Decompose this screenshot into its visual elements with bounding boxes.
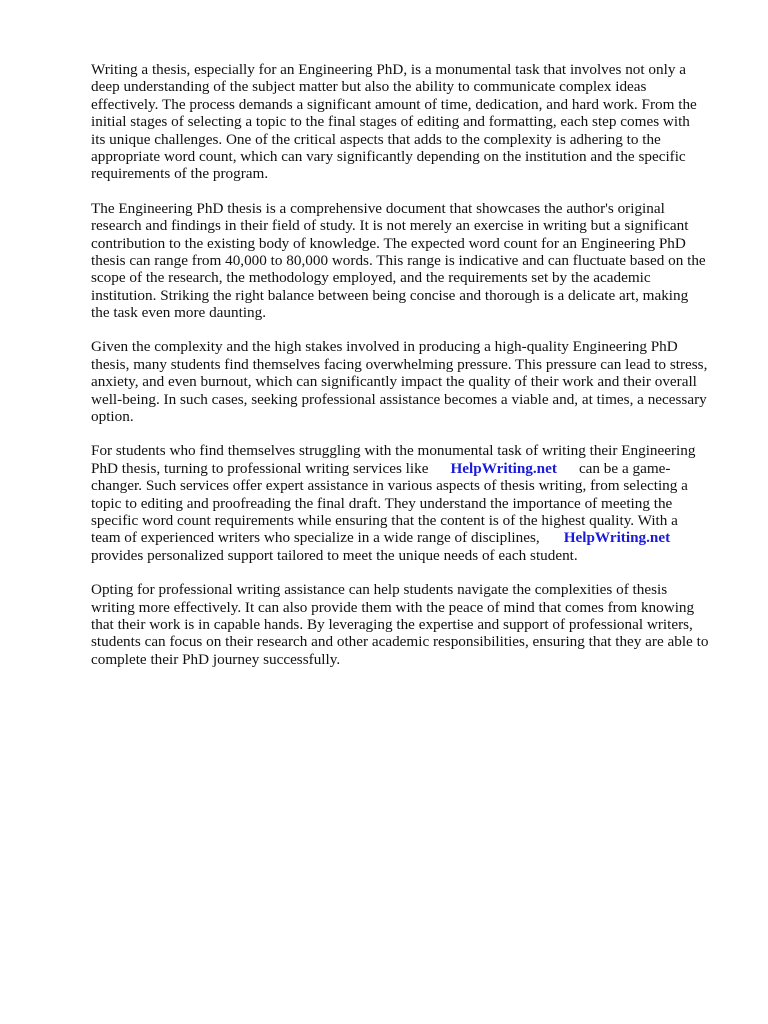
text-line: thesis can range from 40,000 to 80,000 words. This range is indicative and can fluctuate based on the <box>91 251 706 269</box>
text-line: students can focus on their research and other academic responsibilities, ensuring that they are able to <box>91 633 709 651</box>
text-line-with-link <box>91 460 731 477</box>
text-line: Opting for professional writing assistance can help students navigate the complexities of thesis <box>91 581 668 599</box>
text-line: For students who find themselves struggling with the monumental task of writing their Engineering <box>91 442 696 460</box>
text-line: thesis, many students find themselves facing overwhelming pressure. This pressure can lead to stress, <box>91 355 708 373</box>
text-line: initial stages of selecting a topic to the final stages of editing and formatting, each step comes with <box>91 113 690 131</box>
text-segment: PhD thesis, turning to professional writing services like <box>91 459 429 477</box>
text-line: its unique challenges. One of the critical aspects that adds to the complexity is adhering to the <box>91 130 661 148</box>
text-line: complete their PhD journey successfully. <box>91 650 341 668</box>
text-line-with-link <box>91 529 731 546</box>
helpwriting-link[interactable]: HelpWriting.net <box>563 529 671 547</box>
text-line: changer. Such services offer expert assistance in various aspects of thesis writing, from selecting a <box>91 477 688 495</box>
text-line: appropriate word count, which can vary significantly depending on the institution and the specific <box>91 147 686 165</box>
text-line: anxiety, and even burnout, which can significantly impact the quality of their work and their overall <box>91 373 697 391</box>
text-line: scope of the research, the methodology employed, and the requirements set by the academic <box>91 269 651 287</box>
paragraph-thesis-overview <box>91 200 731 322</box>
paragraph-services <box>91 442 731 564</box>
text-line: well-being. In such cases, seeking professional assistance becomes a viable and, at times, a necessary <box>91 390 707 408</box>
text-segment: can be a game- <box>578 459 671 477</box>
text-line: provides personalized support tailored to meet the unique needs of each student. <box>91 546 578 564</box>
text-line: topic to editing and proofreading the final draft. They understand the importance of meeting the <box>91 494 673 512</box>
text-line: that their work is in capable hands. By leveraging the expertise and support of professional writers, <box>91 615 693 633</box>
text-line: institution. Striking the right balance between being concise and thorough is a delicate art, making <box>91 286 689 304</box>
text-line: option. <box>91 408 134 426</box>
text-line: research and findings in their field of study. It is not merely an exercise in writing but a significant <box>91 217 689 235</box>
document-page <box>91 61 731 685</box>
text-line: specific word count requirements while ensuring that the content is of the highest quality. With a <box>91 511 678 529</box>
text-line: the task even more daunting. <box>91 304 267 322</box>
paragraph-intro <box>91 61 731 183</box>
text-line: Writing a thesis, especially for an Engineering PhD, is a monumental task that involves not only a <box>91 61 686 78</box>
helpwriting-link[interactable]: HelpWriting.net <box>450 459 557 477</box>
text-line: Given the complexity and the high stakes involved in producing a high-quality Engineering PhD <box>91 338 678 356</box>
paragraph-pressure <box>91 338 731 425</box>
text-segment: team of experienced writers who specialize in a wide range of disciplines, <box>91 529 540 547</box>
text-line: deep understanding of the subject matter but also the ability to communicate complex ideas <box>91 78 647 96</box>
text-line: The Engineering PhD thesis is a comprehensive document that showcases the author's original <box>91 199 665 217</box>
paragraph-conclusion <box>91 581 731 668</box>
text-line: writing more effectively. It can also provide them with the peace of mind that comes from knowing <box>91 598 695 616</box>
text-line: effectively. The process demands a significant amount of time, dedication, and hard work. From the <box>91 95 697 113</box>
text-line: contribution to the existing body of knowledge. The expected word count for an Engineering PhD <box>91 234 686 252</box>
text-line: requirements of the program. <box>91 165 269 183</box>
